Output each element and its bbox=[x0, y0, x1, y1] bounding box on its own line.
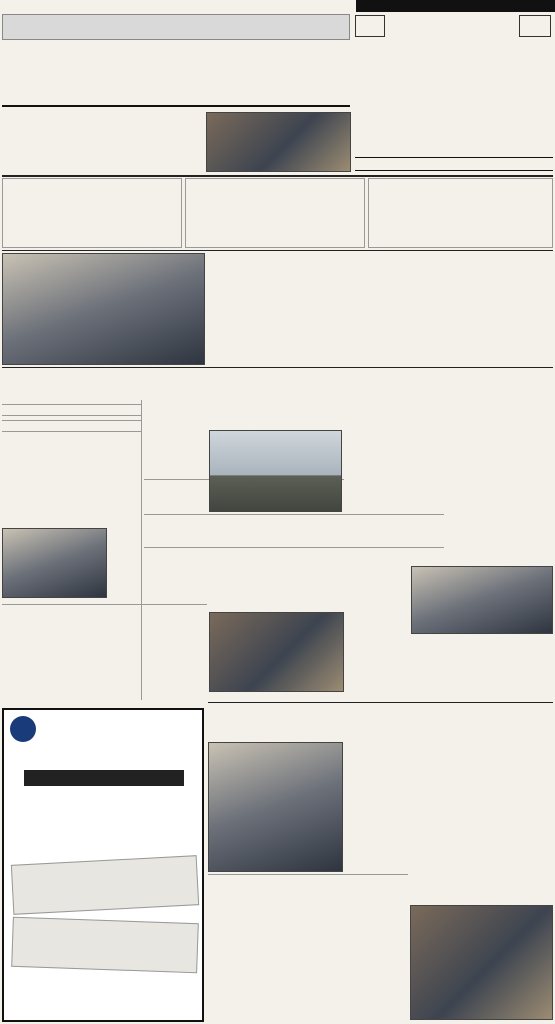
ad-clipping-1 bbox=[11, 855, 199, 915]
india-story bbox=[345, 430, 553, 512]
story-body bbox=[369, 183, 552, 187]
lead-body-col2 bbox=[104, 110, 204, 174]
ad-logo-icon bbox=[10, 716, 36, 742]
left-story-1-body bbox=[2, 405, 141, 409]
group-photo-right bbox=[411, 566, 553, 634]
punjab-story bbox=[346, 640, 553, 690]
police-story bbox=[446, 514, 553, 564]
main-kicker bbox=[208, 253, 553, 267]
ad-box-title bbox=[24, 770, 184, 786]
meeting-photo-center bbox=[209, 612, 344, 692]
ad-en-line-2 bbox=[14, 918, 198, 932]
main-body bbox=[208, 267, 553, 311]
handshake-photo bbox=[208, 742, 343, 872]
masthead-date-bar bbox=[355, 157, 553, 171]
lead-secondary-text bbox=[2, 110, 102, 174]
meeting-photo-main bbox=[2, 253, 205, 365]
army-body bbox=[144, 404, 344, 408]
myanmar-story bbox=[144, 514, 444, 548]
tax-story bbox=[345, 804, 553, 870]
left-story-3-body bbox=[2, 436, 141, 440]
meeting-photo-top bbox=[206, 112, 351, 172]
main-story bbox=[208, 253, 553, 365]
officials-photo bbox=[410, 905, 553, 1020]
left-story-2-body bbox=[2, 421, 141, 425]
ad-clipping-2 bbox=[11, 917, 199, 973]
lead-story bbox=[2, 2, 350, 107]
film-story bbox=[2, 604, 207, 644]
masthead bbox=[355, 13, 553, 173]
azerbaijan-story bbox=[208, 704, 553, 740]
school-story bbox=[208, 874, 408, 1022]
left-mid-text bbox=[2, 646, 207, 706]
story-body bbox=[3, 183, 181, 187]
second-row-story-2 bbox=[185, 178, 365, 248]
lead-body bbox=[2, 44, 350, 106]
email-bar bbox=[356, 0, 555, 12]
abc-badge bbox=[519, 15, 551, 37]
lead-headline-box bbox=[2, 14, 350, 40]
member-badge bbox=[355, 15, 385, 37]
story-body bbox=[186, 183, 364, 187]
sngpl-ad bbox=[2, 708, 204, 1022]
relief-story bbox=[345, 742, 553, 802]
second-row-story-1 bbox=[368, 178, 553, 248]
second-row-story-3 bbox=[2, 178, 182, 248]
strip-text bbox=[2, 369, 553, 397]
india-body bbox=[345, 434, 553, 438]
ad-en-line-1 bbox=[12, 856, 196, 874]
group-photo-left bbox=[2, 528, 107, 598]
masthead-urdu-title bbox=[359, 65, 549, 135]
fighter-jet-photo bbox=[209, 430, 342, 512]
